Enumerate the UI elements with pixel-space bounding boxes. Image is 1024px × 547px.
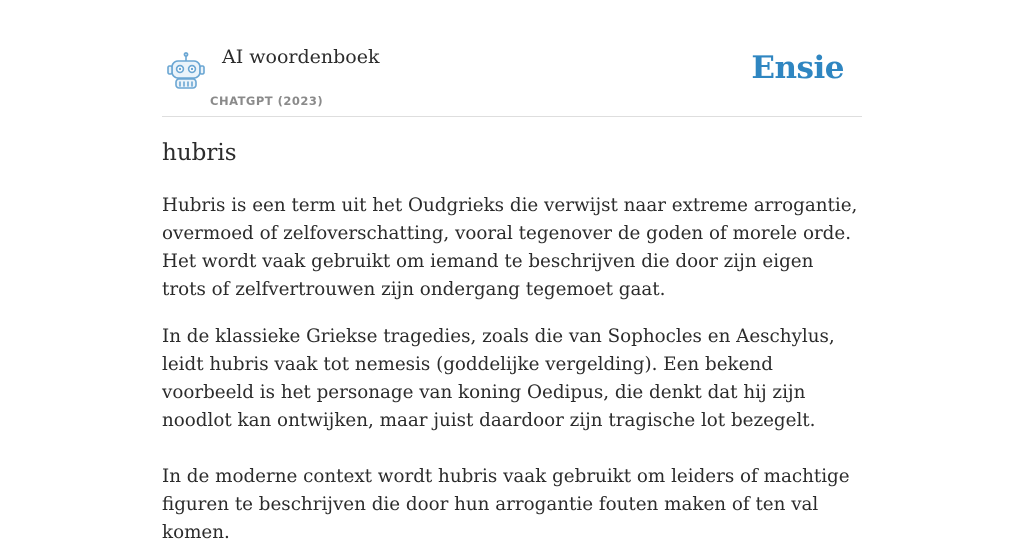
headword: hubris xyxy=(162,140,237,166)
entry-header xyxy=(162,0,862,117)
definition-paragraph: In de moderne context wordt hubris vaak gebruikt om leiders of machtige figuren te beschrijven die door hun arrogantie fouten maken of ten val komen. xyxy=(162,466,850,543)
definition xyxy=(162,192,862,547)
brand-logo[interactable]: Ensie xyxy=(751,50,844,86)
definition-paragraph: Hubris is een term uit het Oudgrieks die verwijst naar extreme arrogantie, overmoed of zelfoverschatting, vooral tegenover de goden of morele orde. Het wordt vaak gebruikt om iemand te beschrijven die door zijn eigen trots of zelfvertrouwen zijn ondergang tegemoet gaat. xyxy=(162,195,858,300)
dictionary-title[interactable]: AI woordenboek xyxy=(222,46,380,68)
entry-page xyxy=(162,0,862,543)
robot-icon xyxy=(166,51,206,91)
definition-paragraph: In de klassieke Griekse tragedies, zoals die van Sophocles en Aeschylus, leidt hubris vaak tot nemesis (goddelijke vergelding). Een bekend voorbeeld is het personage van koning Oedipus, die denkt dat hij zijn noodlot kan ontwijken, maar juist daardoor zijn tragische lot bezegelt. xyxy=(162,326,835,431)
source-label: CHATGPT (2023) xyxy=(210,94,324,108)
